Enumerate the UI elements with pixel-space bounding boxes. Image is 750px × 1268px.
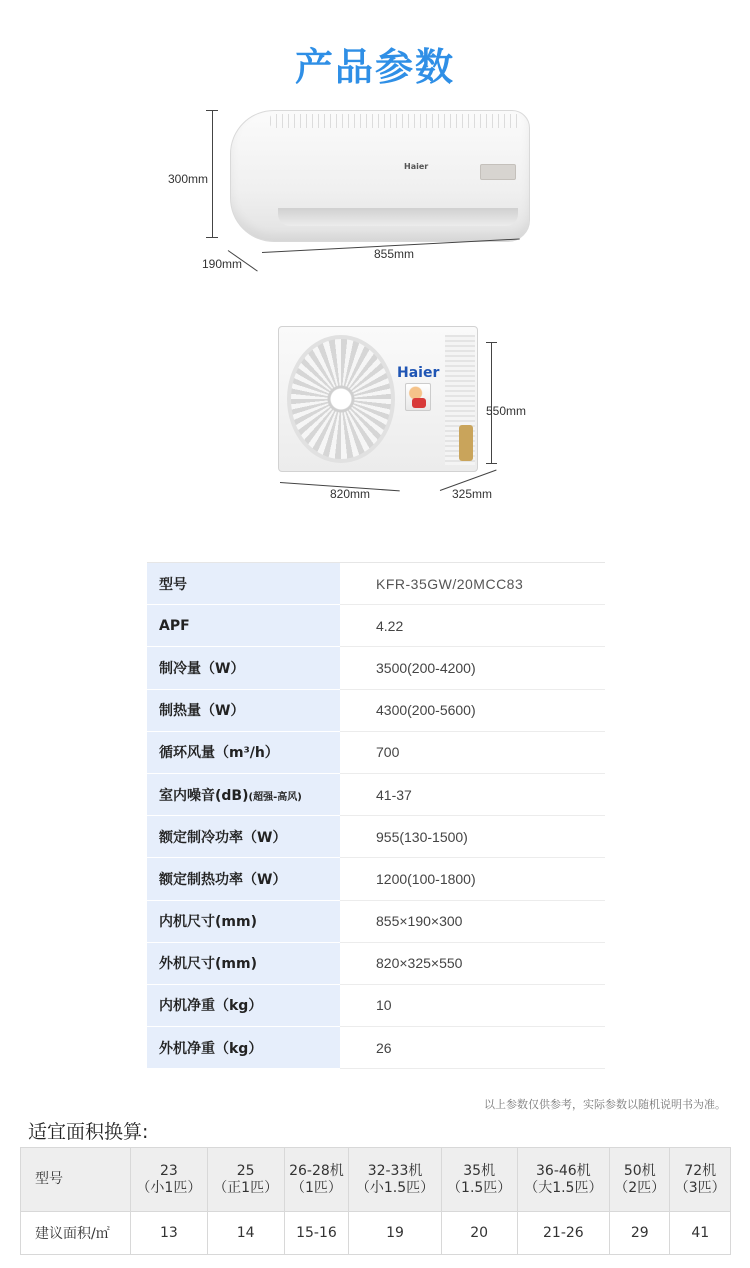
spec-row [147,773,605,815]
spec-label [147,942,340,984]
spec-label [147,563,340,605]
area-model-name: 26-28机 [289,1162,344,1179]
area-value-cell: 13 [131,1212,208,1255]
spec-label-text: 内机净重（kg） [159,998,263,1015]
spec-value: 41-37 [340,773,605,815]
page-title: 产品参数 [294,45,455,89]
spec-label-text: 额定制热功率（W） [159,871,287,888]
mascot-sticker-icon [405,383,431,411]
outdoor-height-label: 550mm [486,404,527,418]
outdoor-unit-body [278,326,478,472]
area-table-row-label: 建议面积/㎡ [21,1212,131,1255]
area-section-title: 适宜面积换算: [28,1121,149,1143]
spec-label-text: 外机尺寸(mm) [159,956,257,973]
valve-icon [459,425,473,461]
outdoor-height-line [491,342,492,464]
indoor-width-label: 855mm [374,247,415,261]
spec-row [147,1027,605,1069]
spec-row [147,731,605,773]
indoor-brand-logo: Haier [404,162,429,171]
spec-table [147,562,605,1069]
spec-label [147,731,340,773]
area-model-name: 32-33机 [367,1162,423,1179]
spec-value: 3500(200-4200) [340,647,605,689]
spec-label [147,605,340,647]
area-value-cell: 20 [441,1212,517,1255]
indoor-unit-grill [270,114,520,128]
area-model-cell [517,1148,609,1212]
outdoor-brand-logo: Haier [397,365,440,381]
height-dimension-tick-top [206,110,218,111]
area-model-name: 72机 [684,1162,717,1179]
area-model-cell [284,1148,349,1212]
outdoor-width-label: 820mm [330,487,371,501]
spec-row [147,942,605,984]
area-table-header-label: 型号 [21,1148,131,1212]
area-value-cell: 19 [349,1212,441,1255]
spec-value: 4300(200-5600) [340,689,605,731]
area-model-hp: （小1匹） [136,1179,202,1196]
spec-value: 4.22 [340,605,605,647]
spec-label [147,689,340,731]
area-model-cell [207,1148,284,1212]
spec-label-text: 循环风量（m³/h） [159,745,279,762]
spec-value: 820×325×550 [340,942,605,984]
area-model-name: 36-46机 [536,1162,591,1179]
indoor-display-panel [480,164,516,180]
area-model-hp: （大1.5匹） [524,1179,603,1196]
area-model-hp: （1匹） [290,1179,342,1196]
area-value-cell: 41 [670,1212,731,1255]
spec-label [147,816,340,858]
area-model-hp: （正1匹） [213,1179,279,1196]
area-model-cell [441,1148,517,1212]
spec-label-text: 制冷量（W） [159,660,245,677]
indoor-height-label: 300mm [168,172,209,186]
spec-row [147,900,605,942]
spec-row [147,563,605,605]
area-table-body-row [21,1212,731,1255]
outdoor-height-tick-top [486,342,497,343]
spec-label [147,1027,340,1069]
spec-value: 955(130-1500) [340,816,605,858]
area-model-hp: （3匹） [674,1179,726,1196]
area-model-hp: （小1.5匹） [355,1179,435,1196]
spec-label [147,984,340,1026]
spec-label [147,647,340,689]
area-table-header-row [21,1148,731,1212]
height-dimension-line [212,110,213,238]
spec-value: 700 [340,731,605,773]
spec-label-text: 制热量（W） [159,703,245,720]
spec-label-text: 内机尺寸(mm) [159,914,257,931]
area-model-cell [610,1148,670,1212]
area-value-cell: 21-26 [517,1212,609,1255]
spec-row [147,984,605,1026]
spec-value: KFR-35GW/20MCC83 [340,563,605,605]
spec-value: 855×190×300 [340,900,605,942]
spec-label-text: 额定制冷功率（W） [159,829,287,846]
area-model-name: 35机 [463,1162,496,1179]
spec-value: 1200(100-1800) [340,858,605,900]
area-value-cell: 14 [207,1212,284,1255]
spec-label [147,858,340,900]
indoor-unit-vent [278,208,518,226]
spec-label-text: 型号 [159,576,187,593]
area-table [20,1147,731,1255]
area-value-cell: 29 [610,1212,670,1255]
spec-row [147,647,605,689]
outdoor-depth-label: 325mm [452,487,493,501]
spec-value: 26 [340,1027,605,1069]
area-model-hp: （1.5匹） [447,1179,512,1196]
spec-label [147,773,340,815]
height-dimension-tick-bottom [206,237,218,238]
area-model-hp: （2匹） [614,1179,666,1196]
spec-label [147,900,340,942]
area-value-cell: 15-16 [284,1212,349,1255]
area-model-cell [349,1148,441,1212]
area-model-name: 25 [236,1162,255,1179]
fan-icon [287,335,395,463]
spec-label-text: 室内噪音(dB) [159,787,249,804]
area-model-name: 23 [159,1162,178,1179]
area-model-cell [670,1148,731,1212]
outdoor-height-tick-bottom [486,463,497,464]
area-model-name: 50机 [623,1162,656,1179]
spec-row [147,858,605,900]
spec-value: 10 [340,984,605,1026]
spec-row [147,689,605,731]
spec-label-text: 外机净重（kg） [159,1040,263,1057]
spec-label-note: (超强-高风) [248,791,302,803]
footnote: 以上参数仅供参考，实际参数以随机说明书为准。 [484,1098,726,1111]
area-model-cell [131,1148,208,1212]
spec-row [147,605,605,647]
indoor-depth-label: 190mm [202,257,243,271]
spec-label-text: APF [159,617,190,634]
spec-row [147,816,605,858]
